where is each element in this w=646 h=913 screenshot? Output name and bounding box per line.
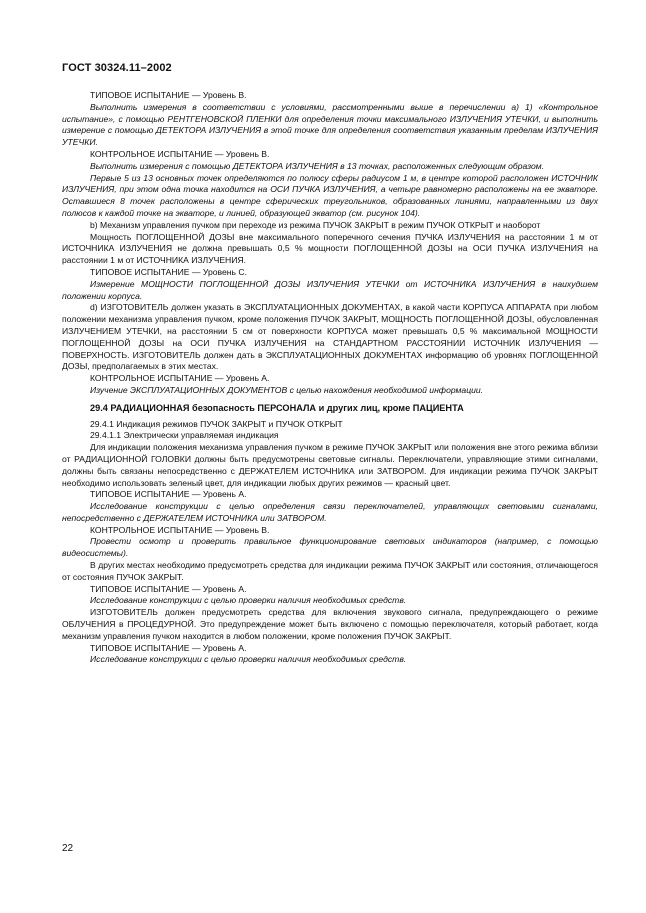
- paragraph: КОНТРОЛЬНОЕ ИСПЫТАНИЕ — Уровень В.: [90, 524, 270, 535]
- section-heading: 29.4 РАДИАЦИОННАЯ безопасность ПЕРСОНАЛА и других лиц, кроме ПАЦИЕНТА: [90, 402, 464, 413]
- paragraph: ИЗГОТОВИТЕЛЬ должен предусмотреть средства для включения звукового сигнала, предупреждающего о режиме ОБЛУЧЕНИЯ в ПРОЦЕДУРНОЙ. Это предупреждение может быть включено с помощью переключателя, который работает, когда механизм управления пучком находится в любом положении, кроме положения ПУЧОК ЗАКРЫТ.: [62, 607, 598, 641]
- paragraph: b) Механизм управления пучком при переходе из режима ПУЧОК ЗАКРЫТ в режим ПУЧОК ОТКРЫТ и наоборот: [90, 219, 541, 230]
- paragraph: ТИПОВОЕ ИСПЫТАНИЕ — Уровень С.: [90, 266, 247, 277]
- paragraph: Для индикации положения механизма управления пучком в режиме ПУЧОК ЗАКРЫТ или положения вне этого режима вблизи от РАДИАЦИОННОЙ ГОЛОВКИ должны быть предусмотрены световые сигналы. Переключатели, управляющие этими сигналами, должны быть связаны непосредственно с ДЕРЖАТЕЛЕМ ИСТОЧНИКА или ЗАТВОРОМ. Для индикации режима ПУЧОК ЗАКРЫТ необходимо использовать зеленый цвет, для индикации любых других режимов — красный цвет.: [62, 442, 598, 488]
- paragraph: Мощность ПОГЛОЩЕННОЙ ДОЗЫ вне максимального поперечного сечения ПУЧКА ИЗЛУЧЕНИЯ на расстоянии 1 м от ИСТОЧНИКА ИЗЛУЧЕНИЯ не должна превышать 0,5 % мощности ПОГЛОЩЕННОЙ ДОЗЫ на ОСИ ПУЧКА ИЗЛУЧЕНИЯ на расстоянии 1 м от ИСТОЧНИКА ИЗЛУЧЕНИЯ.: [62, 231, 598, 266]
- document-body: [62, 90, 598, 666]
- paragraph: Первые 5 из 13 основных точек определяются по полюсу сферы радиусом 1 м, в центре которой расположен ИСТОЧНИК ИЗЛУЧЕНИЯ, при этом одна точка находится на ОСИ ПУЧКА ИЗЛУЧЕНИЯ, а четыре равномерно расположены на ее экваторе. Оставшиеся 8 точек расположены в центре сферических треугольников, образованных линиями, направленными из двух полюсов к каждой точке на экваторе, и линией, образующей экватор (см. рисунок 104).: [62, 172, 598, 218]
- page-number: 22: [62, 843, 74, 854]
- paragraph: Измерение МОЩНОСТИ ПОГЛОЩЕННОЙ ДОЗЫ ИЗЛУЧЕНИЯ УТЕЧКИ от ИСТОЧНИКА ИЗЛУЧЕНИЯ в наихудшем положении корпуса.: [62, 278, 598, 301]
- paragraph: КОНТРОЛЬНОЕ ИСПЫТАНИЕ — Уровень А.: [90, 373, 270, 384]
- paragraph: ТИПОВОЕ ИСПЫТАНИЕ — Уровень А.: [90, 583, 247, 594]
- paragraph: Исследование конструкции с целью проверки наличия необходимых средств.: [90, 595, 407, 606]
- paragraph: ТИПОВОЕ ИСПЫТАНИЕ — Уровень В.: [90, 90, 247, 100]
- paragraph: ТИПОВОЕ ИСПЫТАНИЕ — Уровень А.: [90, 642, 247, 653]
- paragraph: Изучение ЭКСПЛУАТАЦИОННЫХ ДОКУМЕНТОВ с целью нахождения необходимой информации.: [90, 384, 484, 395]
- paragraph: 29.4.1 Индикация режимов ПУЧОК ЗАКРЫТ и ПУЧОК ОТКРЫТ: [90, 418, 343, 429]
- paragraph: 29.4.1.1 Электрически управляемая индикация: [90, 430, 279, 441]
- paragraph: Выполнить измерения с помощью ДЕТЕКТОРА ИЗЛУЧЕНИЯ в 13 точках, расположенных следующим образом.: [90, 160, 545, 171]
- paragraph: Провести осмотр и проверить правильное функционирование световых индикаторов (например, с помощью видеосистемы).: [62, 536, 598, 559]
- document-header: ГОСТ 30324.11–2002: [62, 62, 172, 74]
- paragraph: d) ИЗГОТОВИТЕЛЬ должен указать в ЭКСПЛУАТАЦИОННЫХ ДОКУМЕНТАХ, в какой части КОРПУСА АППАРАТА при любом положении механизма управления пучком, кроме положения ПУЧОК ЗАКРЫТ, МОЩНОСТЬ ПОГЛОЩЕННОЙ ДОЗЫ, обусловленная ИЗЛУЧЕНИЕМ УТЕЧКИ, на расстоянии 5 см от поверхности КОРПУСА может превышать 0,5 % максимальной МОЩНОСТИ ПОГЛОЩЕННОЙ ДОЗЫ на ОСИ ПУЧКА ИЗЛУЧЕНИЯ на СТАНДАРТНОМ РАССТОЯНИИ ИСТОЧНИК ИЗЛУЧЕНИЯ — ПОВЕРХНОСТЬ. ИЗГОТОВИТЕЛЬ должен дать в ЭКСПЛУАТАЦИОННЫХ ДОКУМЕНТАХ информацию об уровнях ПОГЛОЩЕННОЙ ДОЗЫ, предполагаемых в этих местах.: [62, 302, 598, 372]
- paragraph: Исследование конструкции с целью определения связи переключателей, управляющих световыми сигналами, непосредственно с ДЕРЖАТЕЛЕМ ИСТОЧНИКА или ЗАТВОРОМ.: [62, 501, 598, 523]
- paragraph: В других местах необходимо предусмотреть средства для индикации режима ПУЧОК ЗАКРЫТ или состояния, отличающегося от состояния ПУЧОК ЗАКРЫТ.: [62, 560, 598, 582]
- paragraph: ТИПОВОЕ ИСПЫТАНИЕ — Уровень А.: [90, 489, 247, 500]
- paragraph: Исследование конструкции с целью проверки наличия необходимых средств.: [90, 654, 407, 665]
- paragraph: Выполнить измерения в соответствии с условиями, рассмотренными выше в перечислении а) 1) «Контрольное испытание», с помощью РЕНТГЕНОВСКОЙ ПЛЕНКИ для определения точки максимального ИЗЛУЧЕНИЯ УТЕЧКИ, и выполнить измерение с помощью ДЕТЕКТОРА ИЗЛУЧЕНИЯ в этой точке для определения соответствия указанным пределам ИЗЛУЧЕНИЯ УТЕЧКИ.: [62, 101, 598, 148]
- paragraph: КОНТРОЛЬНОЕ ИСПЫТАНИЕ — Уровень В.: [90, 148, 270, 159]
